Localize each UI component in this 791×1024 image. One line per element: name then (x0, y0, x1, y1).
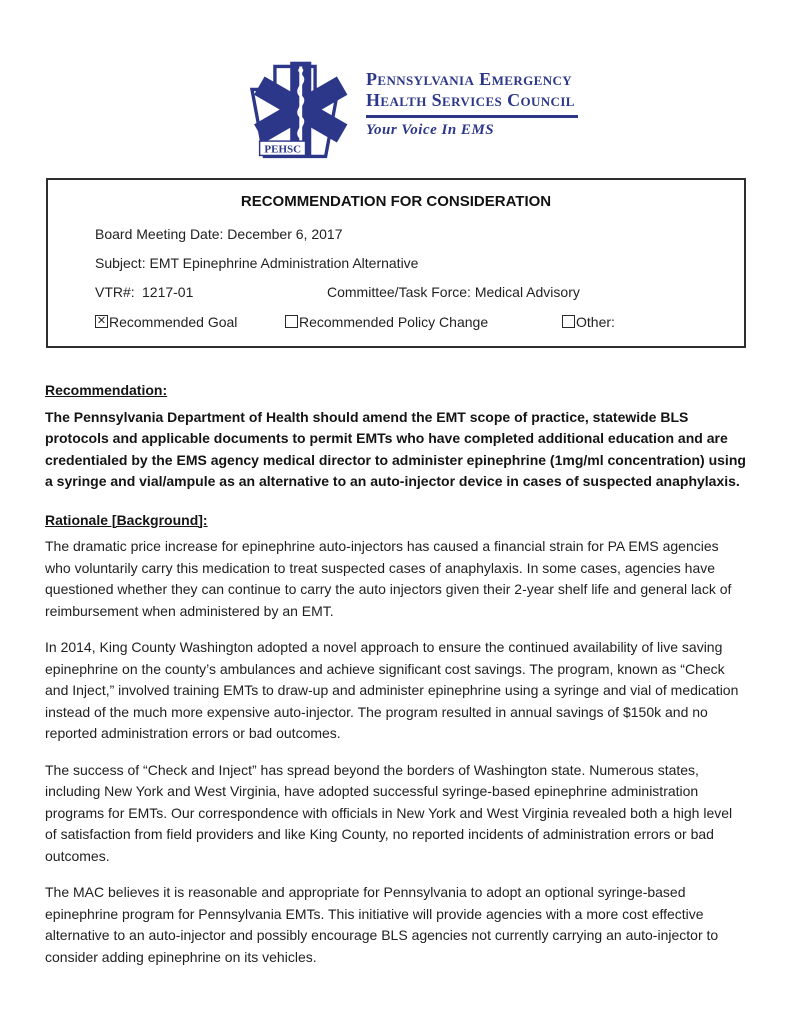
rationale-paragraph: The MAC believes it is reasonable and appropriate for Pennsylvania to adopt an optional syringe-based epinephrine program for Pennsylvania EMTs. This initiative will provide agencies with a more cost effective alternative to an auto-injector and possibly encourage BLS agencies not currently carrying an auto-injector to consider adding epinephrine on its vehicles. (45, 884, 719, 965)
vtr-committee-row (95, 284, 732, 300)
recommendation-header-box (46, 178, 746, 348)
rationale-paragraph: The dramatic price increase for epinephrine auto-injectors has caused a financial strain for PA EMS agencies who voluntarily carry this medication to treat suspected cases of anaphylaxis. In some cases, agencies have questioned whether they can continue to carry the auto injectors given their 2-year shelf life and general lack of reimbursement when administered by an EMT. (45, 538, 732, 619)
org-name-block (366, 69, 580, 139)
committee-line: Committee/Task Force: Medical Advisory (327, 284, 580, 300)
org-name-line2: Health Services Council (366, 90, 575, 110)
logo-tagline: Your Voice In EMS (366, 122, 495, 138)
org-name-line1: Pennsylvania Emergency (366, 69, 573, 89)
checkbox-row (95, 314, 732, 330)
rationale-paragraph: The success of “Check and Inject” has spread beyond the borders of Washington state. Numerous states, including New York and West Virginia, have adopted successful syringe-based epinephrine administration programs for EMTs. Our correspondence with officials in New York and West Virginia revealed both a high level of satisfaction from field providers and like King County, no reported incidents of administration errors or bad outcomes. (45, 761, 733, 864)
vtr-label: VTR#: (95, 284, 135, 300)
board-meeting-date-line: Board Meeting Date: December 6, 2017 (95, 226, 343, 242)
rationale-heading: Rationale [Background]: (45, 511, 208, 528)
box-title: RECOMMENDATION FOR CONSIDERATION (240, 193, 552, 210)
checkbox-icon-recommended-goal (95, 315, 108, 328)
checkbox-item-other (562, 314, 615, 330)
recommendation-heading: Recommendation: (45, 382, 168, 398)
checkbox-item-recommended-goal (95, 314, 237, 330)
checkbox-icon-recommended-policy-change (285, 315, 298, 328)
logo-acronym: PEHSC (264, 143, 302, 156)
logo-divider (366, 115, 578, 118)
rationale-paragraph: In 2014, King County Washington adopted a novel approach to ensure the continued availability of live saving epinephrine on the county’s ambulances and achieve significant cost savings. The program, known as “Check and Inject,” involved training EMTs to draw-up and administer epinephrine using a syringe and vial of medication instead of the much more expensive auto-injector. The program resulted in annual savings of $150k and no reported administration errors or bad outcomes. (45, 639, 739, 741)
recommendation-text: The Pennsylvania Department of Health should amend the EMT scope of practice, statewide BLS protocols and applicable documents to permit EMTs who have completed additional education and are credentialed by the EMS agency medical director to administer epinephrine (1mg/ml concentration) using a syringe and vial/ampule as an alternative to an auto-injector device in cases of suspected anaphylaxis. (45, 408, 746, 489)
checkbox-label-recommended-policy-change: Recommended Policy Change (299, 314, 489, 330)
checkbox-label-recommended-goal: Recommended Goal (109, 314, 238, 330)
checkbox-icon-other (562, 315, 575, 328)
subject-line: Subject: EMT Epinephrine Administration Alternative (95, 255, 419, 271)
checkbox-item-recommended-policy-change (285, 314, 488, 330)
document-body (45, 380, 747, 983)
checkbox-label-other: Other: (576, 314, 615, 330)
keystone-star-of-life-icon (231, 55, 359, 165)
pehsc-logo (231, 55, 359, 165)
vtr-value: 1217-01 (142, 284, 194, 300)
